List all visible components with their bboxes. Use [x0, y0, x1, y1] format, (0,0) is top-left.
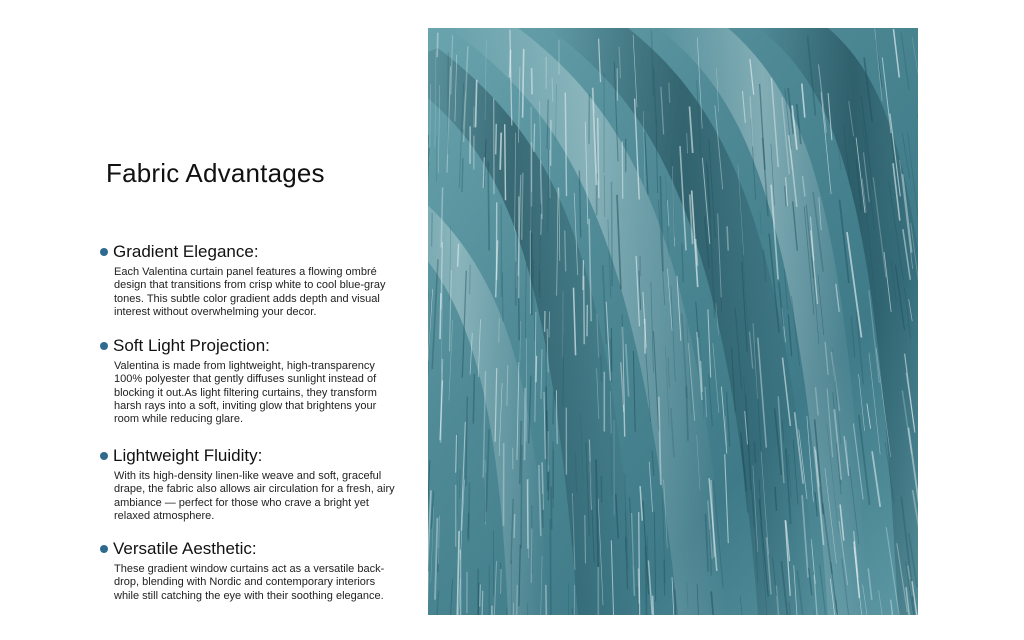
feature-gradient-elegance	[100, 241, 395, 319]
feature-lightweight-fluidity	[100, 445, 395, 523]
feature-versatile-aesthetic	[100, 538, 395, 603]
page-title: Fabric Advantages	[106, 158, 325, 188]
feature-title: Lightweight Fluidity:	[113, 446, 263, 465]
feature-title: Soft Light Projection:	[113, 336, 270, 355]
feature-title: Gradient Elegance:	[113, 242, 259, 261]
feature-soft-light-projection	[100, 335, 395, 426]
feature-description: Valentina is made from lightweight, high-transparency 100% polyester that gently diffuses sunlight instead of blocking it out.As light filtering curtains, they transform harsh rays into a soft, inviting glow that brightens your room while reducing glare.	[114, 360, 377, 426]
fabric-texture-image	[428, 28, 918, 615]
bullet-icon	[100, 452, 108, 460]
bullet-icon	[100, 545, 108, 553]
feature-description: With its high-density linen-like weave and soft, graceful drape, the fabric also allows air circulation for a fresh, airy ambiance — perfect for those who crave a bright yet relaxed atmosphere.	[114, 470, 395, 522]
bullet-icon	[100, 342, 108, 350]
feature-description: Each Valentina curtain panel features a flowing ombré design that transitions from crisp white to cool blue-gray tones. This subtle color gradient adds depth and visual interest without overwhelming your decor.	[114, 266, 386, 318]
feature-title: Versatile Aesthetic:	[113, 539, 257, 558]
fabric-drape-graphic	[428, 28, 918, 615]
bullet-icon	[100, 248, 108, 256]
feature-description: These gradient window curtains act as a versatile back-drop, blending with Nordic and contemporary interiors while still catching the eye with their soothing elegance.	[114, 563, 385, 602]
